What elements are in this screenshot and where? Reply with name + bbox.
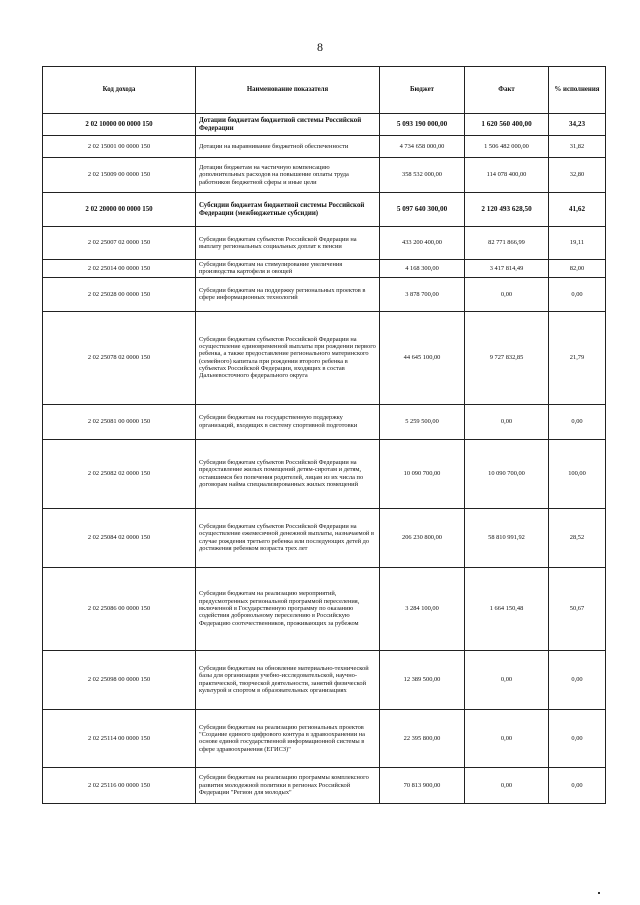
row-fact: 2 120 493 628,50: [465, 193, 549, 227]
row-percent: 0,00: [549, 277, 606, 311]
row-name: Субсидии бюджетам на поддержку региональных проектов в сфере информационных технологий: [196, 277, 380, 311]
row-code: 2 02 25084 02 0000 150: [43, 508, 196, 567]
row-code: 2 02 15001 00 0000 150: [43, 136, 196, 158]
row-budget: 4 734 658 000,00: [380, 136, 465, 158]
row-budget: 70 813 900,00: [380, 767, 465, 803]
table-row: [43, 311, 606, 404]
row-percent: 31,82: [549, 136, 606, 158]
row-name: Дотации бюджетам бюджетной системы Российской Федерации: [196, 114, 380, 136]
row-budget: 358 532 000,00: [380, 158, 465, 193]
row-code: 2 02 25114 00 0000 150: [43, 709, 196, 767]
table-row: [43, 260, 606, 278]
row-budget: 4 168 300,00: [380, 260, 465, 278]
row-percent: 34,23: [549, 114, 606, 136]
row-code: 2 02 25028 00 0000 150: [43, 277, 196, 311]
table-row: [43, 650, 606, 709]
row-budget: 22 395 800,00: [380, 709, 465, 767]
row-percent: 50,67: [549, 567, 606, 650]
row-code: 2 02 25098 00 0000 150: [43, 650, 196, 709]
table-row: [43, 404, 606, 439]
row-fact: 0,00: [465, 404, 549, 439]
row-budget: 10 090 700,00: [380, 439, 465, 508]
table-row: [43, 767, 606, 803]
row-budget: 3 284 100,00: [380, 567, 465, 650]
row-fact: 3 417 814,49: [465, 260, 549, 278]
row-fact: 0,00: [465, 277, 549, 311]
row-name: Дотации бюджетам на частичную компенсацию дополнительных расходов на повышение оплаты труда работников бюджетной сферы и иные цели: [196, 158, 380, 193]
row-name: Субсидии бюджетам субъектов Российской Федерации на осуществление единовременной выплаты при рождении первого ребенка, а также предоставление регионального материнского (семейного) капитала при рождении второго ребенка в субъектах Российской Федерации, входящих в состав Дальневосточного федерального округа: [196, 311, 380, 404]
row-percent: 82,00: [549, 260, 606, 278]
row-percent: 0,00: [549, 404, 606, 439]
row-percent: 19,11: [549, 227, 606, 260]
table-row: [43, 136, 606, 158]
row-code: 2 02 20000 00 0000 150: [43, 193, 196, 227]
row-percent: 28,52: [549, 508, 606, 567]
row-name: Субсидии бюджетам субъектов Российской Федерации на осуществление ежемесячной денежной выплаты, назначаемой в случае рождения третьего ребенка или последующих детей до достижения ребенком возраста трех лет: [196, 508, 380, 567]
row-name: Субсидии бюджетам на реализацию региональных проектов "Создание единого цифрового контура в здравоохранении на основе единой государственной информационной системы в сфере здравоохранения (ЕГИСЗ)": [196, 709, 380, 767]
row-fact: 114 078 400,00: [465, 158, 549, 193]
row-budget: 3 878 700,00: [380, 277, 465, 311]
row-name: Дотации на выравнивание бюджетной обеспеченности: [196, 136, 380, 158]
table-row: [43, 277, 606, 311]
row-percent: 0,00: [549, 767, 606, 803]
scan-speck: [598, 892, 600, 894]
revenue-table: [42, 66, 606, 804]
row-code: 2 02 25081 00 0000 150: [43, 404, 196, 439]
row-percent: 0,00: [549, 650, 606, 709]
row-name: Субсидии бюджетам субъектов Российской Федерации на предоставление жилых помещений детям-сиротам и детям, оставшимся без попечения родителей, лицам из их числа по договорам найма специализированных жилых помещений: [196, 439, 380, 508]
row-percent: 32,80: [549, 158, 606, 193]
row-percent: 21,79: [549, 311, 606, 404]
table-row: [43, 567, 606, 650]
table-row: [43, 193, 606, 227]
page-number: 8: [317, 40, 323, 54]
table-row: [43, 508, 606, 567]
row-fact: 1 506 482 000,00: [465, 136, 549, 158]
row-fact: 58 810 991,92: [465, 508, 549, 567]
row-budget: 5 093 190 000,00: [380, 114, 465, 136]
header-fact: Факт: [465, 67, 549, 114]
row-budget: 5 259 500,00: [380, 404, 465, 439]
row-name: Субсидии бюджетам на стимулирование увеличения производства картофеля и овощей: [196, 260, 380, 278]
row-budget: 44 645 100,00: [380, 311, 465, 404]
row-fact: 0,00: [465, 650, 549, 709]
row-code: 2 02 25007 02 0000 150: [43, 227, 196, 260]
row-code: 2 02 10000 00 0000 150: [43, 114, 196, 136]
row-percent: 100,00: [549, 439, 606, 508]
table-row: [43, 439, 606, 508]
row-fact: 1 620 560 400,00: [465, 114, 549, 136]
table-row: [43, 227, 606, 260]
row-name: Субсидии бюджетам на государственную поддержку организаций, входящих в систему спортивной подготовки: [196, 404, 380, 439]
row-fact: 1 664 150,48: [465, 567, 549, 650]
row-name: Субсидии бюджетам на реализацию мероприятий, предусмотренных региональной программой переселения, включенной в Государственную программу по оказанию содействия добровольному переселению в Российскую Федерацию соотечественников, проживающих за рубежом: [196, 567, 380, 650]
row-fact: 0,00: [465, 709, 549, 767]
row-code: 2 02 25116 00 0000 150: [43, 767, 196, 803]
table-row: [43, 114, 606, 136]
row-code: 2 02 25078 02 0000 150: [43, 311, 196, 404]
row-name: Субсидии бюджетам субъектов Российской Федерации на выплату региональных социальных доплат к пенсии: [196, 227, 380, 260]
row-budget: 206 230 800,00: [380, 508, 465, 567]
row-code: 2 02 25014 00 0000 150: [43, 260, 196, 278]
row-fact: 82 771 866,99: [465, 227, 549, 260]
header-code: Код дохода: [43, 67, 196, 114]
row-name: Субсидии бюджетам бюджетной системы Российской Федерации (межбюджетные субсидии): [196, 193, 380, 227]
row-code: 2 02 25086 00 0000 150: [43, 567, 196, 650]
header-budget: Бюджет: [380, 67, 465, 114]
row-budget: 433 200 400,00: [380, 227, 465, 260]
row-name: Субсидии бюджетам на реализацию программы комплексного развития молодежной политики в регионах Российской Федерации "Регион для молодых": [196, 767, 380, 803]
table-row: [43, 709, 606, 767]
row-percent: 0,00: [549, 709, 606, 767]
row-budget: 5 097 640 300,00: [380, 193, 465, 227]
row-budget: 12 389 500,00: [380, 650, 465, 709]
row-code: 2 02 25082 02 0000 150: [43, 439, 196, 508]
row-fact: 0,00: [465, 767, 549, 803]
row-code: 2 02 15009 00 0000 150: [43, 158, 196, 193]
header-percent: % исполнения: [549, 67, 606, 114]
table-row: [43, 158, 606, 193]
row-fact: 9 727 832,85: [465, 311, 549, 404]
header-name: Наименование показателя: [196, 67, 380, 114]
row-fact: 10 090 700,00: [465, 439, 549, 508]
table-header-row: [43, 67, 606, 114]
row-name: Субсидии бюджетам на обновление материально-технической базы для организации учебно-исследовательской, научно-практической, творческой деятельности, занятий физической культурой и спортом в образовательных организациях: [196, 650, 380, 709]
row-percent: 41,62: [549, 193, 606, 227]
